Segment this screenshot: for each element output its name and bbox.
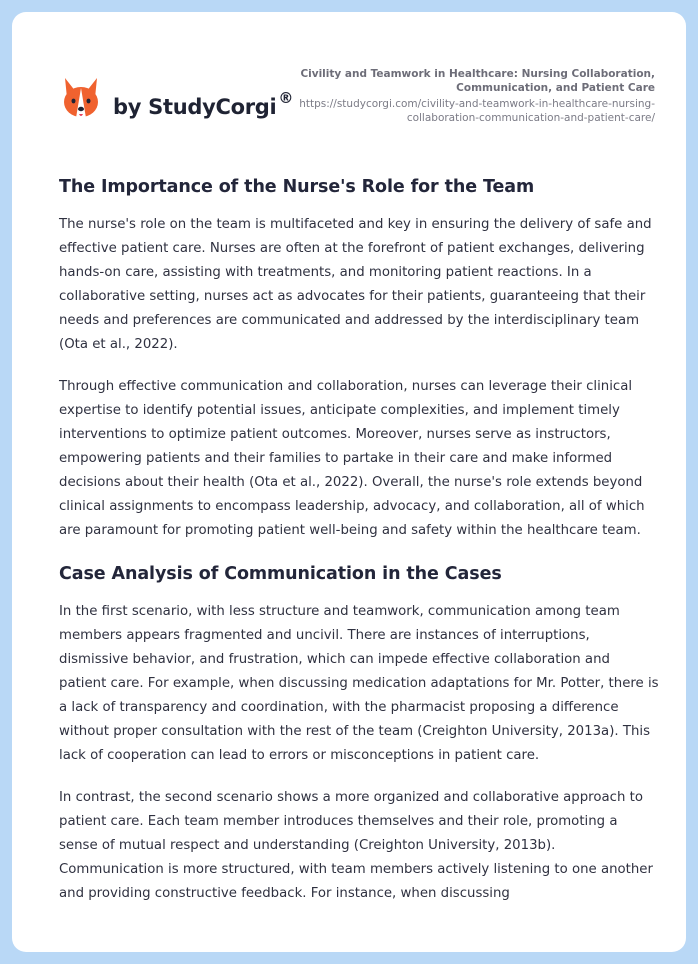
paragraph: The nurse's role on the team is multifaceted and key in ensuring the delivery of safe and effective patient care. Nurses are often at the forefront of patient exchanges, delivering hands-on care, assisting with treatments, and monitoring patient reactions. In a collaborative setting, nurses act as advocates for their patients, guaranteeing that their needs and preferences are communicated and addressed by the interdisciplinary team (Ota et al., 2022). [59,217,652,352]
corgi-logo-icon [61,76,101,122]
registered-mark: ® [278,89,294,107]
document-title: Civility and Teamwork in Healthcare: Nursing Collaboration, Communication, and Patient Care [300,68,655,94]
page-header [12,12,686,162]
document-page [12,12,686,952]
section-heading: Case Analysis of Communication in the Cases [59,564,502,584]
document-meta [295,67,655,125]
brand-name[interactable]: by StudyCorgi ® [113,89,294,119]
article-body [59,174,659,924]
document-url[interactable]: https://studycorgi.com/civility-and-teamwork-in-healthcare-nursing-collaboration-communication-and-patient-care/ [299,98,655,124]
section-heading: The Importance of the Nurse's Role for the Team [59,177,535,197]
paragraph: In the first scenario, with less structure and teamwork, communication among team members appears fragmented and uncivil. There are instances of interruptions, dismissive behavior, and frustration, which can impede effective collaboration and patient care. For example, when discussing medication adaptations for Mr. Potter, there is a lack of transparency and coordination, with the pharmacist proposing a difference without proper consultation with the rest of the team (Creighton University, 2013a). This lack of cooperation can lead to errors or misconceptions in patient care. [59,604,659,763]
paragraph: In contrast, the second scenario shows a more organized and collaborative approach to patient care. Each team member introduces themselves and their role, promoting a sense of mutual respect and understanding (Creighton University, 2013b). Communication is more structured, with team members actively listening to one another and providing constructive feedback. For instance, when discussing [59,790,653,901]
paragraph: Through effective communication and collaboration, nurses can leverage their clinical expertise to identify potential issues, anticipate complexities, and implement timely interventions to optimize patient outcomes. Moreover, nurses serve as instructors, empowering patients and their families to partake in their care and make informed decisions about their health (Ota et al., 2022). Overall, the nurse's role extends beyond clinical assignments to encompass leadership, advocacy, and collaboration, all of which are paramount for promoting patient well-being and safety within the healthcare team. [59,379,645,538]
